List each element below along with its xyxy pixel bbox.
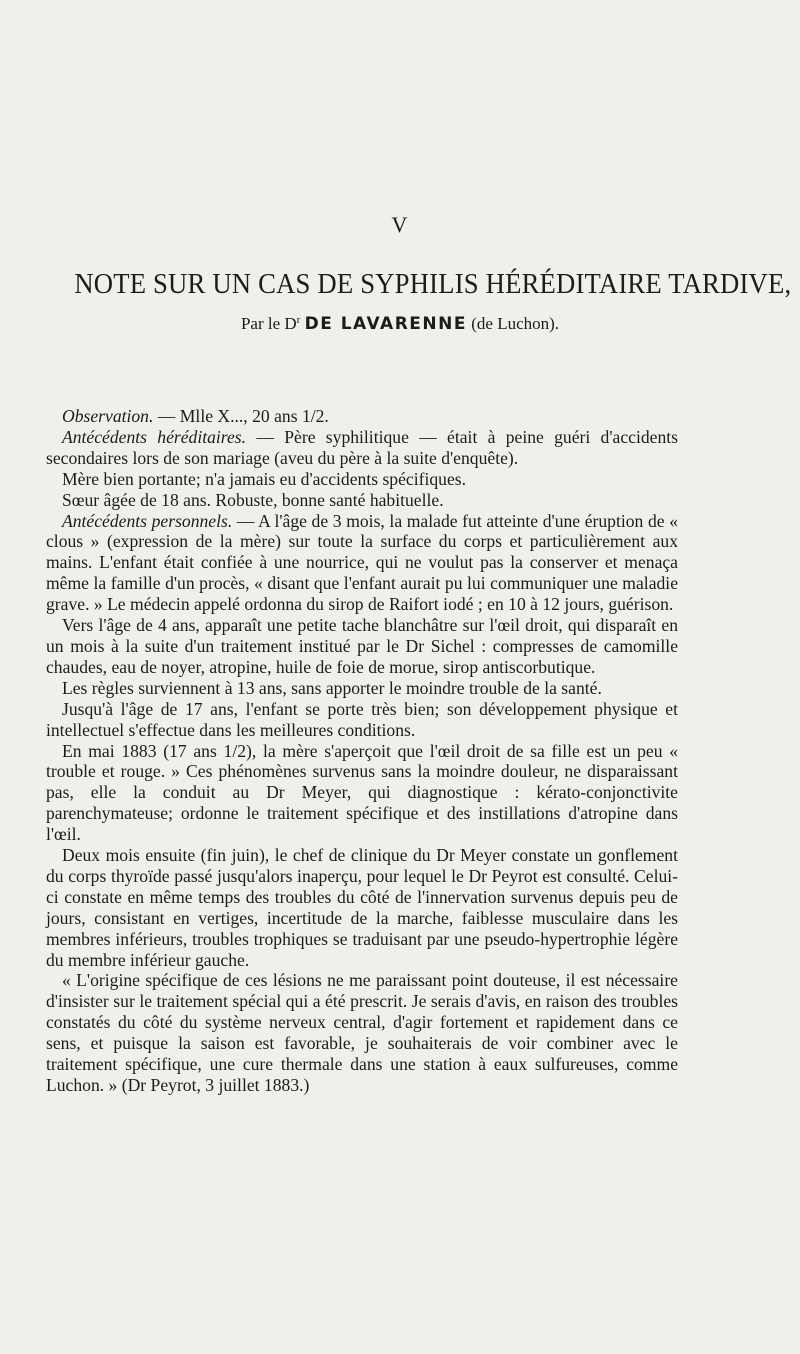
paragraph-text: — Mlle X..., 20 ans 1/2. xyxy=(153,406,329,426)
paragraph-label: Antécédents héréditaires. xyxy=(62,426,247,447)
author-prefix: Par le D xyxy=(240,314,297,333)
paragraph-text: Jusqu'à l'âge de 17 ans, l'enfant se porte très bien; son développement physique et intellectuel s'effectue dans les meilleures conditions. xyxy=(46,698,678,740)
paragraph-text: Deux mois ensuite (fin juin), le chef de clinique du Dr Meyer constate un gonflement du corps thyroïde passé jusqu'alors inaperçu, pour lequel le Dr Peyrot est consulté. Celui-ci constate en même temps des troubles du côté de l'innervation survenus depuis peu de jours, consistant en vertiges, incertitude de la marche, faiblesse musculaire dans les membres inférieurs, troubles trophiques se traduisant par une pseudo-hypertrophie légère du membre inférieur gauche. xyxy=(46,845,678,970)
paragraph-text: Les règles surviennent à 13 ans, sans apporter le moindre trouble de la santé. xyxy=(62,677,602,698)
paragraph-text: En mai 1883 (17 ans 1/2), la mère s'aperçoit que l'œil droit de sa fille est un peu « trouble et rouge. » Ces phénomènes survenus sans la moindre douleur, ne disparaissant pas, elle la conduit au Dr Meyer, qui diagnostique : kérato-conjonctivite parenchymateuse; ordonne le traitement spécifique et des instillations d'atropine dans l'œil. xyxy=(46,740,678,845)
paragraph xyxy=(46,678,678,699)
paragraph-text: Vers l'âge de 4 ans, apparaît une petite tache blanchâtre sur l'œil droit, qui disparaît en un mois à la suite d'un traitement institué par le Dr Sichel : compresses de camomille chaudes, eau de noyer, atropine, huile de foie de morue, sirop antiscorbutique. xyxy=(46,615,678,677)
paragraph xyxy=(46,845,678,970)
author-prefix-sup: r xyxy=(296,314,301,326)
paragraph-text: — A l'âge de 3 mois, la malade fut atteinte d'une éruption de « clous » (expression de la mère) sur toute la surface du corps et particulièrement aux mains. L'enfant était confiée à une nourrice, qui ne voulut pas la conserver et menaça même la famille d'un procès, « disant que l'enfant aurait pu lui communiquer une maladie grave. » Le médecin appelé ordonna du sirop de Raifort iodé ; en 10 à 12 jours, guérison. xyxy=(46,510,678,615)
chapter-number: V xyxy=(391,212,409,237)
author-name: DE LAVARENNE xyxy=(304,314,467,334)
paragraph-text: Sœur âgée de 18 ans. Robuste, bonne santé habituelle. xyxy=(62,489,444,510)
paragraph-text: — Père syphilitique — était à peine guéri d'accidents secondaires lors de son mariage (aveu du père à la suite d'enquête). xyxy=(46,426,678,468)
paragraph-text: « L'origine spécifique de ces lésions ne me paraissant point douteuse, il est nécessaire d'insister sur le traitement spécial qui a été prescrit. Je serais d'avis, en raison des troubles constatés du côté du système nerveux central, d'agir fortement et rapidement dans ce sens, et puisque la saison est favorable, je souhaiterais de voir combiner avec le traitement spécifique, une cure thermale dans une station à eaux sulfureuses, comme Luchon. » (Dr Peyrot, 3 juillet 1883.) xyxy=(46,970,678,1095)
paragraph xyxy=(46,511,678,616)
paragraph-label: Observation. xyxy=(62,406,154,426)
paragraph-text: Mère bien portante; n'a jamais eu d'accidents spécifiques. xyxy=(62,468,467,489)
paragraph xyxy=(46,427,678,469)
paragraph xyxy=(46,406,678,427)
paragraph xyxy=(46,741,678,846)
page-title: NOTE SUR UN CAS DE SYPHILIS HÉRÉDITAIRE TARDIVE, xyxy=(74,268,792,300)
paragraph-label: Antécédents personnels. xyxy=(62,510,233,531)
author-suffix: (de Luchon). xyxy=(471,314,560,333)
paragraph xyxy=(46,615,678,678)
body-text xyxy=(46,406,678,1096)
paragraph xyxy=(46,699,678,741)
paragraph xyxy=(46,490,678,511)
paragraph xyxy=(46,970,678,1095)
author-line xyxy=(0,314,800,334)
paragraph xyxy=(46,469,678,490)
